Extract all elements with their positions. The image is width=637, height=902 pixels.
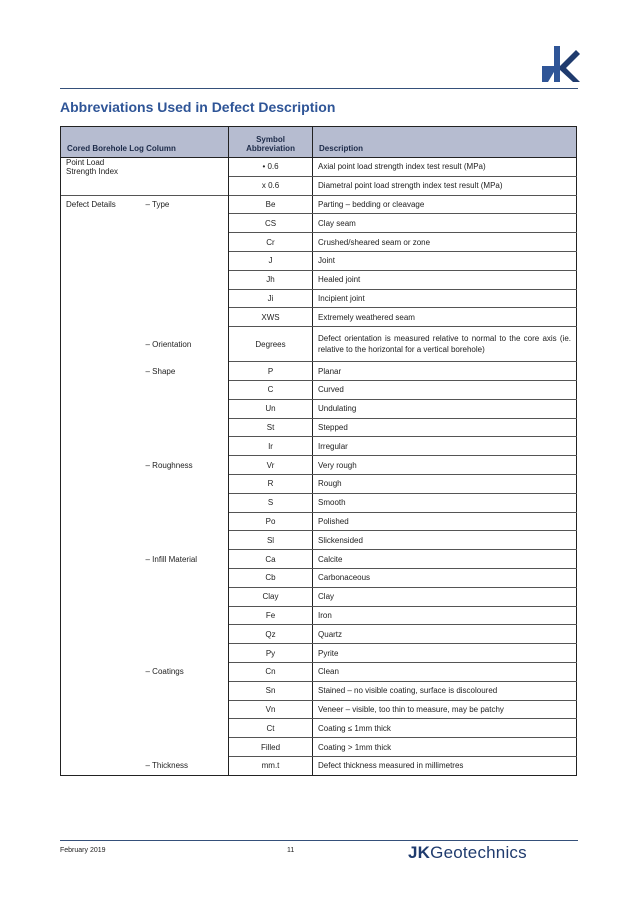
row-column-label <box>61 719 141 738</box>
table-row <box>61 176 577 195</box>
table-row <box>61 662 577 681</box>
table-row <box>61 456 577 475</box>
table-row <box>61 568 577 587</box>
row-description: Quartz <box>313 625 577 644</box>
table-row <box>61 437 577 456</box>
row-sub-label <box>141 233 229 252</box>
row-sub-label: – Infill Material <box>141 550 229 569</box>
row-sub-label <box>141 493 229 512</box>
row-description: Planar <box>313 362 577 381</box>
row-symbol: CS <box>229 214 313 233</box>
table-row <box>61 289 577 308</box>
row-sub-label <box>141 474 229 493</box>
row-description: Coating ≤ 1mm thick <box>313 719 577 738</box>
row-sub-label <box>141 399 229 418</box>
row-sub-label <box>141 289 229 308</box>
row-symbol: Ct <box>229 719 313 738</box>
row-description: Stepped <box>313 418 577 437</box>
row-sub-label <box>141 738 229 757</box>
row-symbol: mm.t <box>229 756 313 775</box>
row-symbol: Ir <box>229 437 313 456</box>
table-row <box>61 214 577 233</box>
row-description: Pyrite <box>313 644 577 663</box>
row-symbol: Jh <box>229 270 313 289</box>
table-row <box>61 493 577 512</box>
table-row <box>61 625 577 644</box>
row-column-label <box>61 251 141 270</box>
row-symbol: • 0.6 <box>229 158 313 177</box>
row-symbol: Sn <box>229 681 313 700</box>
header-symbol: Symbol Abbreviation <box>229 127 313 158</box>
row-sub-label <box>141 176 229 195</box>
row-description: Rough <box>313 474 577 493</box>
row-description: Incipient joint <box>313 289 577 308</box>
row-column-label <box>61 437 141 456</box>
row-description: Axial point load strength index test result (MPa) <box>313 158 577 177</box>
row-sub-label: – Orientation <box>141 327 229 362</box>
row-description: Defect thickness measured in millimetres <box>313 756 577 775</box>
table-row <box>61 362 577 381</box>
row-sub-label: – Shape <box>141 362 229 381</box>
row-column-label <box>61 625 141 644</box>
row-column-label <box>61 681 141 700</box>
row-symbol: Clay <box>229 587 313 606</box>
row-column-label <box>61 662 141 681</box>
row-sub-label <box>141 587 229 606</box>
row-column-label <box>61 456 141 475</box>
row-sub-label <box>141 568 229 587</box>
table-row <box>61 380 577 399</box>
row-description: Crushed/sheared seam or zone <box>313 233 577 252</box>
row-sub-label <box>141 270 229 289</box>
row-column-label <box>61 308 141 327</box>
footer-rule <box>60 840 578 841</box>
row-sub-label <box>141 700 229 719</box>
header-description: Description <box>313 127 577 158</box>
row-description: Carbonaceous <box>313 568 577 587</box>
table-row <box>61 251 577 270</box>
row-description: Irregular <box>313 437 577 456</box>
row-description: Curved <box>313 380 577 399</box>
row-symbol: Ca <box>229 550 313 569</box>
row-symbol: Ji <box>229 289 313 308</box>
table-row <box>61 270 577 289</box>
row-sub-label <box>141 418 229 437</box>
table-row <box>61 512 577 531</box>
row-symbol: Vn <box>229 700 313 719</box>
row-column-label <box>61 176 141 195</box>
table-row <box>61 308 577 327</box>
row-symbol: P <box>229 362 313 381</box>
row-symbol: Cn <box>229 662 313 681</box>
row-sub-label <box>141 606 229 625</box>
row-column-label <box>61 474 141 493</box>
row-column-label <box>61 418 141 437</box>
table-row <box>61 399 577 418</box>
row-column-label <box>61 233 141 252</box>
row-column-label: Defect Details <box>61 195 141 214</box>
footer-date: February 2019 <box>60 847 106 854</box>
row-description: Slickensided <box>313 531 577 550</box>
table-row <box>61 738 577 757</box>
row-column-label <box>61 568 141 587</box>
page-number: 11 <box>287 847 295 854</box>
row-column-label <box>61 606 141 625</box>
abbreviations-table <box>60 126 577 776</box>
row-description: Clay seam <box>313 214 577 233</box>
row-description: Healed joint <box>313 270 577 289</box>
row-column-label <box>61 493 141 512</box>
row-description: Defect orientation is measured relative to normal to the core axis (ie. relative to the horizontal for a vertical borehole) <box>313 327 577 362</box>
row-symbol: Sl <box>229 531 313 550</box>
row-symbol: Py <box>229 644 313 663</box>
row-symbol: Po <box>229 512 313 531</box>
row-description: Polished <box>313 512 577 531</box>
table-row <box>61 550 577 569</box>
row-description: Calcite <box>313 550 577 569</box>
row-sub-label: – Roughness <box>141 456 229 475</box>
row-symbol: x 0.6 <box>229 176 313 195</box>
row-symbol: Vr <box>229 456 313 475</box>
row-sub-label: – Thickness <box>141 756 229 775</box>
row-sub-label <box>141 681 229 700</box>
row-sub-label <box>141 308 229 327</box>
row-description: Smooth <box>313 493 577 512</box>
row-column-label <box>61 270 141 289</box>
table-row <box>61 644 577 663</box>
row-column-label <box>61 289 141 308</box>
row-column-label <box>61 587 141 606</box>
row-sub-label <box>141 625 229 644</box>
header-log-column: Cored Borehole Log Column <box>61 127 229 158</box>
row-column-label <box>61 327 141 362</box>
row-sub-label <box>141 437 229 456</box>
row-column-label: Point Load Strength Index <box>61 158 141 177</box>
row-sub-label <box>141 251 229 270</box>
row-symbol: Cr <box>229 233 313 252</box>
header-rule <box>60 88 578 89</box>
table-row <box>61 158 577 177</box>
row-symbol: Un <box>229 399 313 418</box>
row-sub-label <box>141 158 229 177</box>
table-row <box>61 195 577 214</box>
row-column-label <box>61 756 141 775</box>
table-row <box>61 531 577 550</box>
table-row <box>61 327 577 362</box>
row-description: Stained – no visible coating, surface is discoloured <box>313 681 577 700</box>
row-column-label <box>61 531 141 550</box>
row-description: Clay <box>313 587 577 606</box>
row-symbol: St <box>229 418 313 437</box>
row-column-label <box>61 380 141 399</box>
row-description: Joint <box>313 251 577 270</box>
row-column-label <box>61 700 141 719</box>
row-description: Extremely weathered seam <box>313 308 577 327</box>
row-column-label <box>61 644 141 663</box>
row-sub-label <box>141 512 229 531</box>
jk-logo-icon <box>540 44 580 84</box>
row-symbol: Be <box>229 195 313 214</box>
row-symbol: R <box>229 474 313 493</box>
row-description: Diametral point load strength index test result (MPa) <box>313 176 577 195</box>
row-description: Undulating <box>313 399 577 418</box>
table-row <box>61 233 577 252</box>
row-symbol: Filled <box>229 738 313 757</box>
row-symbol: Degrees <box>229 327 313 362</box>
table-header-row <box>61 127 577 158</box>
table-row <box>61 606 577 625</box>
row-column-label <box>61 738 141 757</box>
row-symbol: Qz <box>229 625 313 644</box>
table-row <box>61 587 577 606</box>
row-column-label <box>61 550 141 569</box>
row-symbol: S <box>229 493 313 512</box>
row-description: Parting – bedding or cleavage <box>313 195 577 214</box>
table-row <box>61 681 577 700</box>
row-symbol: C <box>229 380 313 399</box>
row-column-label <box>61 512 141 531</box>
brand-logo: JKGeotechnics <box>408 843 527 862</box>
row-description: Iron <box>313 606 577 625</box>
table-row <box>61 700 577 719</box>
row-sub-label <box>141 380 229 399</box>
page-title: Abbreviations Used in Defect Description <box>60 99 336 115</box>
row-description: Very rough <box>313 456 577 475</box>
row-description: Veneer – visible, too thin to measure, may be patchy <box>313 700 577 719</box>
row-column-label <box>61 214 141 233</box>
row-sub-label <box>141 644 229 663</box>
table-row <box>61 719 577 738</box>
row-sub-label: – Coatings <box>141 662 229 681</box>
row-sub-label: – Type <box>141 195 229 214</box>
row-description: Clean <box>313 662 577 681</box>
row-sub-label <box>141 214 229 233</box>
row-symbol: J <box>229 251 313 270</box>
row-sub-label <box>141 531 229 550</box>
row-column-label <box>61 399 141 418</box>
row-symbol: Fe <box>229 606 313 625</box>
row-sub-label <box>141 719 229 738</box>
row-description: Coating > 1mm thick <box>313 738 577 757</box>
table-row <box>61 474 577 493</box>
row-symbol: Cb <box>229 568 313 587</box>
table-row <box>61 418 577 437</box>
table-row <box>61 756 577 775</box>
row-column-label <box>61 362 141 381</box>
row-symbol: XWS <box>229 308 313 327</box>
